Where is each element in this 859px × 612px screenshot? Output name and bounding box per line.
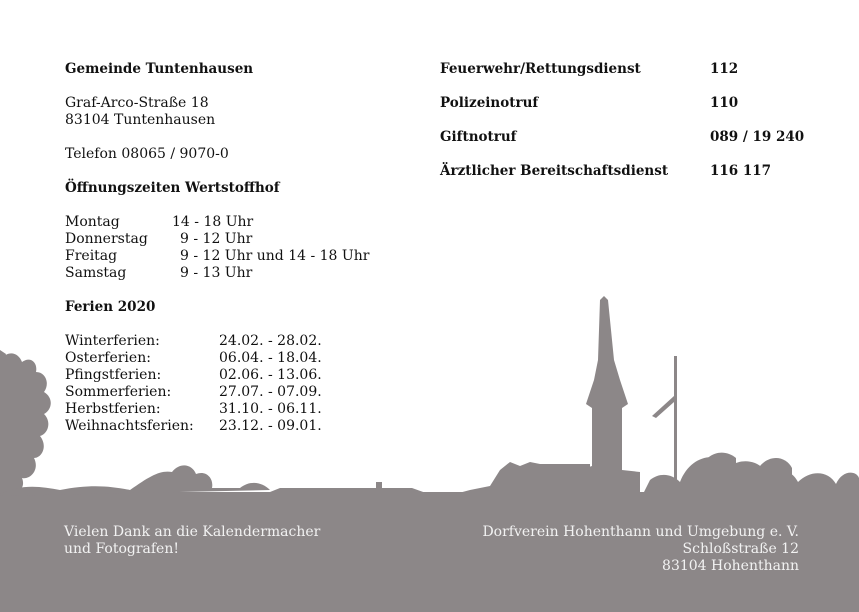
emergency-label: Polizeinotruf (440, 95, 539, 111)
hours-time: 14 - 18 Uhr (172, 214, 254, 230)
holiday-dates: 27.07. - 07.09. (219, 384, 322, 400)
hours-day: Freitag (65, 248, 118, 264)
holiday-name: Weihnachtsferien: (65, 418, 194, 434)
hours-time: 9 - 12 Uhr und 14 - 18 Uhr (180, 248, 370, 264)
emergency-number: 110 (710, 95, 739, 111)
holiday-dates: 31.10. - 06.11. (219, 401, 322, 417)
emergency-number: 089 / 19 240 (710, 129, 805, 145)
hours-day: Samstag (65, 265, 127, 281)
municipality-phone: Telefon 08065 / 9070-0 (65, 146, 229, 162)
holiday-name: Winterferien: (65, 333, 160, 349)
holiday-name: Herbstferien: (65, 401, 161, 417)
holiday-dates: 06.04. - 18.04. (219, 350, 322, 366)
thanks-line-1: Vielen Dank an die Kalendermacher (64, 524, 321, 540)
holiday-dates: 23.12. - 09.01. (219, 418, 322, 434)
holiday-name: Sommerferien: (65, 384, 172, 400)
holiday-name: Pfingstferien: (65, 367, 162, 383)
hours-day: Donnerstag (65, 231, 148, 247)
municipality-city: 83104 Tuntenhausen (65, 112, 216, 128)
club-street: Schloßstraße 12 (682, 541, 799, 557)
holiday-dates: 24.02. - 28.02. (219, 333, 322, 349)
emergency-label: Feuerwehr/Rettungsdienst (440, 61, 641, 77)
hours-time: 9 - 12 Uhr (180, 231, 253, 247)
club-name: Dorfverein Hohenthann und Umgebung e. V. (482, 524, 799, 540)
emergency-label: Giftnotruf (440, 129, 517, 145)
holidays-title: Ferien 2020 (65, 299, 156, 315)
hours-time: 9 - 13 Uhr (180, 265, 253, 281)
hours-day: Montag (65, 214, 120, 230)
municipality-title: Gemeinde Tuntenhausen (65, 61, 254, 77)
emergency-label: Ärztlicher Bereitschaftsdienst (440, 163, 669, 179)
club-city: 83104 Hohenthann (662, 558, 799, 574)
municipality-street: Graf-Arco-Straße 18 (65, 95, 209, 111)
opening-hours-title: Öffnungszeiten Wertstoffhof (65, 180, 280, 196)
emergency-number: 112 (710, 61, 739, 77)
thanks-line-2: und Fotografen! (64, 541, 179, 557)
holiday-name: Osterferien: (65, 350, 151, 366)
holiday-dates: 02.06. - 13.06. (219, 367, 322, 383)
emergency-number: 116 117 (710, 163, 772, 179)
